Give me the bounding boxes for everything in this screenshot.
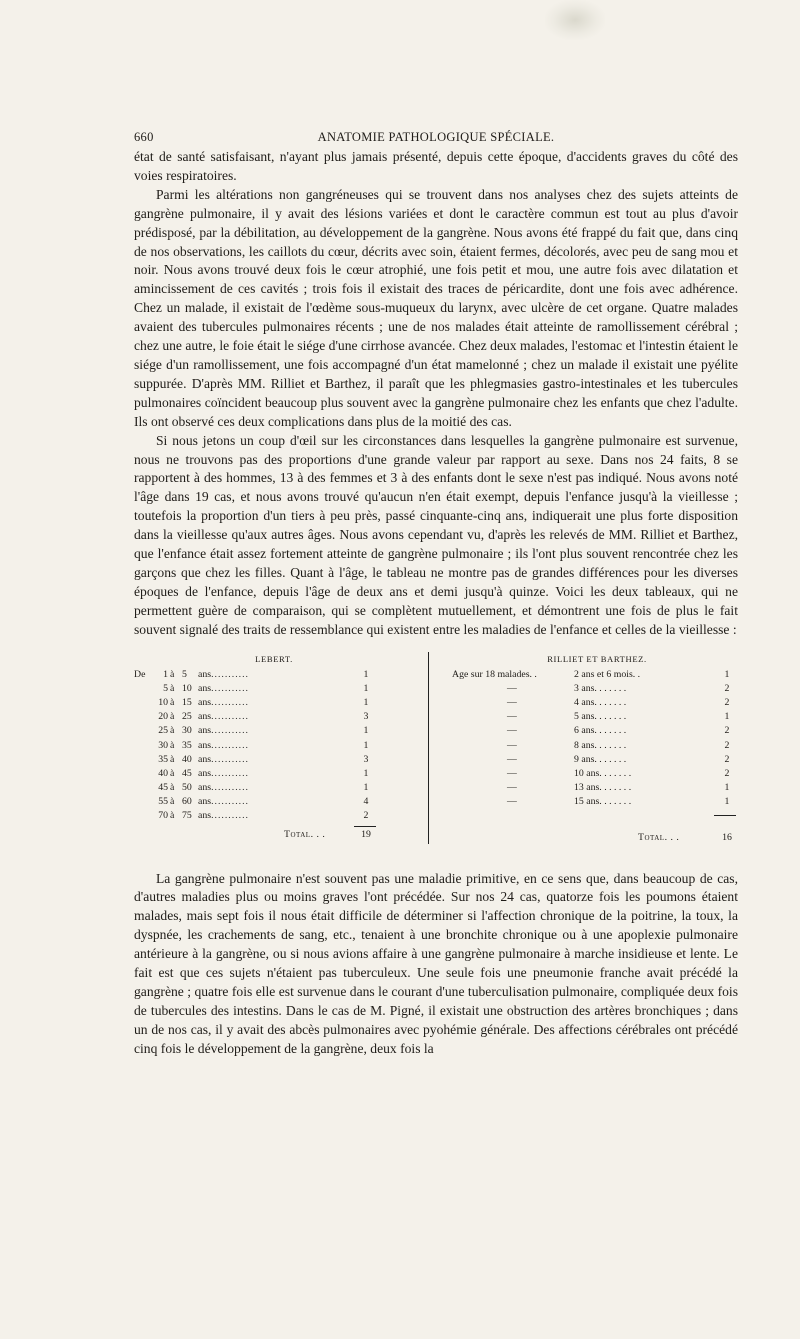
- age-from: 55: [158, 796, 168, 808]
- running-head: [134, 128, 738, 148]
- age-unit-text: ans: [198, 696, 212, 708]
- age-unit-text: ans: [198, 796, 212, 808]
- leader-dots: ...........: [211, 810, 250, 822]
- age-to: 40: [182, 753, 192, 765]
- age-sep: à: [170, 725, 175, 737]
- case-count: 3: [363, 753, 369, 765]
- book-page: [134, 128, 738, 1059]
- age-value: 4 ans. . . . . . .: [574, 696, 627, 708]
- age-value: 9 ans. . . . . . .: [574, 753, 627, 765]
- case-count: 1: [724, 711, 730, 723]
- page-number: 660: [134, 130, 154, 144]
- age-unit-text: ans: [198, 711, 212, 723]
- age-from: 25: [158, 725, 168, 737]
- age-sep: à: [170, 753, 175, 765]
- leader-dots: ...........: [211, 725, 250, 737]
- age-to: 15: [182, 696, 192, 708]
- table-row: [452, 724, 742, 738]
- case-count: 1: [724, 796, 730, 808]
- case-count: 2: [363, 810, 369, 822]
- row-label: —: [507, 796, 517, 808]
- table-row: [452, 668, 742, 682]
- leader-dots: ...........: [211, 782, 250, 794]
- age-unit: [198, 668, 249, 682]
- age-unit: [198, 710, 249, 724]
- age-unit-text: ans: [198, 725, 212, 737]
- age-to: 5: [182, 668, 187, 680]
- row-label: —: [507, 767, 517, 779]
- table-row: [134, 682, 374, 696]
- row-label: —: [507, 753, 517, 765]
- total-label: Total. . .: [284, 828, 326, 840]
- case-count: 1: [363, 739, 369, 751]
- age-unit-text: ans: [198, 682, 212, 694]
- running-title: ANATOMIE PATHOLOGIQUE SPÉCIALE.: [317, 130, 555, 144]
- age-value: 8 ans. . . . . . .: [574, 739, 627, 751]
- age-to: 10: [182, 682, 192, 694]
- paragraph-3: Si nous jetons un coup d'œil sur les circonstances dans lesquelles la gangrène pulmonaire est survenue, nous ne trouvons pas des proportions d'une grande valeur par rapport au sexe. Dans nos 24 faits, 8 se rapportent à des hommes, 13 à des femmes et 3 à des enfants dont le sexe n'est pas indiqué. Nous avons noté l'âge dans 19 cas, et nous avons trouvé qu'aucun n'en était exempt, depuis l'enfance jusqu'à la vieillesse ; toutefois la proportion d'un tiers à peu près, passé cinquante-cinq ans, indiquerait une plus forte disposition dans la vieillesse qu'aux autres âges. Nous avons cependant vu, d'après les relevés de MM. Rilliet et Barthez, que l'enfance était assez fortement atteinte de gangrène pulmonaire ; ils l'ont plus souvent rencontrée chez les garçons que chez les filles. Quant à l'âge, le tableau ne montre pas de grandes différences pour les diverses époques de l'enfance, depuis l'âge de deux ans et demi jusqu'à quinze. Voici les deux tableaux, qui ne permettent guère de comparaison, qui se complètent mutuellement, et démontrent une fois de plus le fait souvent signalé des traits de ressemblance qui existent entre les maladies de l'enfance et celles de la vieillesse :: [134, 432, 738, 637]
- age-value: 15 ans. . . . . . .: [574, 796, 632, 808]
- age-sep: à: [170, 682, 175, 694]
- table-row: [134, 696, 374, 710]
- table-row: [452, 781, 742, 795]
- leader-dots: ...........: [211, 796, 250, 808]
- age-prefix: De: [134, 668, 146, 680]
- age-unit-text: ans: [198, 753, 212, 765]
- leader-dots: ...........: [211, 739, 250, 751]
- age-unit-text: ans: [198, 767, 212, 779]
- age-value: 10 ans. . . . . . .: [574, 767, 632, 779]
- age-to: 25: [182, 711, 192, 723]
- age-to: 75: [182, 810, 192, 822]
- age-to: 45: [182, 767, 192, 779]
- age-value: 6 ans. . . . . . .: [574, 725, 627, 737]
- table-row: [134, 710, 374, 724]
- table-row: [452, 753, 742, 767]
- age-sep: à: [170, 767, 175, 779]
- table-row: [134, 795, 374, 809]
- case-count: 2: [724, 753, 730, 765]
- paragraph-4: La gangrène pulmonaire n'est souvent pas une maladie primitive, en ce sens que, dans beaucoup de cas, d'autres maladies plus ou moins graves l'ont précédée. Sur nos 24 cas, quatorze fois les poumons étaient malades, mais sept fois il nous était difficile de déterminer si l'affection chronique de la poitrine, la toux, la dyspnée, les crachements de sang, etc., tenaient à une bronchite chronique ou à une apoplexie pulmonaire antérieure à la gangrène, ou si nous avions affaire à une gangrène pulmonaire à marche insidieuse et lente. Le fait est que ces sujets n'étaient pas tuberculeux. Une seule fois une pneumonie franche avait précédé la gangrène ; quatre fois elle est survenue dans le courant d'une tuberculisation pulmonaire, compliquée deux fois de tubercules des intestins. Dans le cas de M. Pigné, il existait une obstruction des artères bronchiques ; dans un de nos cas, il y avait des abcès pulmonaires avec pyohémie générale. Des affections cérébrales ont précédé cinq fois le développement de la gangrène, deux fois la: [134, 870, 738, 1056]
- case-count: 2: [724, 725, 730, 737]
- row-label: —: [507, 725, 517, 737]
- age-unit-text: ans: [198, 810, 212, 822]
- age-from: 20: [158, 711, 168, 723]
- table-divider: [428, 652, 429, 844]
- row-label: —: [507, 782, 517, 794]
- case-count: 1: [363, 767, 369, 779]
- paper-stain: [545, 0, 605, 40]
- age-unit: [198, 781, 249, 795]
- table-row: [452, 710, 742, 724]
- total-rule: [714, 815, 736, 816]
- row-label: —: [507, 696, 517, 708]
- age-unit: [198, 795, 249, 809]
- case-count: 2: [724, 682, 730, 694]
- table-row: [134, 753, 374, 767]
- leader-dots: ...........: [211, 668, 250, 680]
- age-to: 30: [182, 725, 192, 737]
- table-row: [452, 767, 742, 781]
- row-label: Age sur 18 malades. .: [452, 668, 537, 680]
- table-rilliet-barthez: [452, 652, 742, 844]
- total-label: Total. . .: [638, 832, 680, 844]
- age-unit: [198, 696, 249, 710]
- table-total-row: [134, 828, 374, 842]
- age-to: 60: [182, 796, 192, 808]
- leader-dots: ...........: [211, 753, 250, 765]
- row-label: —: [507, 711, 517, 723]
- leader-dots: ...........: [211, 696, 250, 708]
- paragraph-2: Parmi les altérations non gangréneuses qui se trouvent dans nos analyses chez des sujets atteints de gangrène pulmonaire, il y avait des lésions variées et dont le caractère commun est tout au plus d'avoir prédisposé, par la débilitation, au développement de la gangrène. Nous avons été frappé du fait que, dans cinq de nos observations, les caillots du cœur, décrits avec soin, étaient fermes, décolorés, avec peu de sang mou et noir. Nous avons trouvé deux fois le cœur atrophié, une fois petit et mou, une autre fois avec dilatation et amincissement de ces cavités ; trois fois il existait des traces de péricardite, dont une fois avec adhérence. Chez un malade, il existait de l'œdème sous-muqueux du larynx, avec ulcère de cet organe. Quatre malades avaient des tubercules pulmonaires récents ; une de nos malades était atteinte de ramollissement cérébral ; chez une autre, le foie était le siége d'une cirrhose avancée. Chez deux malades, l'estomac et l'intestin étaient le siége d'un ramollissement, une fois accompagné d'un état mamelonné ; chez un malade il existait une pyélite suppurée. D'après MM. Rilliet et Barthez, il paraît que les phlegmasies gastro-intestinales et les tubercules pulmonaires coïncident beaucoup plus souvent avec la gangrène pulmonaire chez les enfants que chez l'adulte. Ils ont observé ces deux complications dans plus de la moitié des cas.: [134, 186, 738, 429]
- age-unit-text: ans: [198, 668, 212, 680]
- table-row: [134, 739, 374, 753]
- table-row: [452, 795, 742, 809]
- age-from: 30: [158, 739, 168, 751]
- table-lebert-heading: LEBERT.: [255, 653, 293, 664]
- age-from: 35: [158, 753, 168, 765]
- paragraph-1: état de santé satisfaisant, n'ayant plus jamais présenté, depuis cette époque, d'accidents graves du côté des voies respiratoires.: [134, 149, 738, 183]
- case-count: 2: [724, 739, 730, 751]
- case-count: 2: [724, 696, 730, 708]
- age-sep: à: [170, 796, 175, 808]
- case-count: 1: [363, 725, 369, 737]
- row-label: —: [507, 739, 517, 751]
- case-count: 1: [363, 668, 369, 680]
- age-from: 1: [163, 668, 168, 680]
- case-count: 4: [363, 796, 369, 808]
- age-sep: à: [170, 668, 175, 680]
- case-count: 3: [363, 711, 369, 723]
- table-row: [134, 668, 374, 682]
- age-from: 40: [158, 767, 168, 779]
- table-row: [452, 682, 742, 696]
- age-sep: à: [170, 711, 175, 723]
- total-value: 16: [722, 832, 732, 844]
- table-row: [452, 739, 742, 753]
- table-row: [134, 781, 374, 795]
- case-count: 2: [724, 767, 730, 779]
- row-label: —: [507, 682, 517, 694]
- table-rilliet-heading: RILLIET ET BARTHEZ.: [547, 653, 647, 664]
- age-sep: à: [170, 696, 175, 708]
- leader-dots: ...........: [211, 682, 250, 694]
- table-lebert: [134, 652, 374, 842]
- age-unit: [198, 682, 249, 696]
- leader-dots: ...........: [211, 711, 250, 723]
- age-value: 3 ans. . . . . . .: [574, 682, 627, 694]
- age-unit: [198, 739, 249, 753]
- age-value: 5 ans. . . . . . .: [574, 711, 627, 723]
- age-value: 2 ans et 6 mois. .: [574, 668, 641, 680]
- age-from: 10: [158, 696, 168, 708]
- age-tables: [134, 652, 738, 848]
- total-value: 19: [361, 828, 371, 840]
- case-count: 1: [724, 782, 730, 794]
- age-unit-text: ans: [198, 782, 212, 794]
- age-to: 50: [182, 782, 192, 794]
- table-row: [134, 809, 374, 823]
- age-from: 5: [163, 682, 168, 694]
- case-count: 1: [363, 696, 369, 708]
- age-from: 70: [158, 810, 168, 822]
- age-unit-text: ans: [198, 739, 212, 751]
- case-count: 1: [363, 682, 369, 694]
- table-row: [134, 767, 374, 781]
- case-count: 1: [363, 782, 369, 794]
- table-row: [452, 696, 742, 710]
- age-unit: [198, 753, 249, 767]
- age-unit: [198, 767, 249, 781]
- age-value: 13 ans. . . . . . .: [574, 782, 632, 794]
- table-row: [134, 724, 374, 738]
- total-rule: [354, 826, 376, 827]
- case-count: 1: [724, 668, 730, 680]
- leader-dots: ...........: [211, 767, 250, 779]
- age-unit: [198, 809, 249, 823]
- age-sep: à: [170, 782, 175, 794]
- table-total-row: [452, 815, 742, 844]
- age-sep: à: [170, 810, 175, 822]
- age-unit: [198, 724, 249, 738]
- age-to: 35: [182, 739, 192, 751]
- age-from: 45: [158, 782, 168, 794]
- age-sep: à: [170, 739, 175, 751]
